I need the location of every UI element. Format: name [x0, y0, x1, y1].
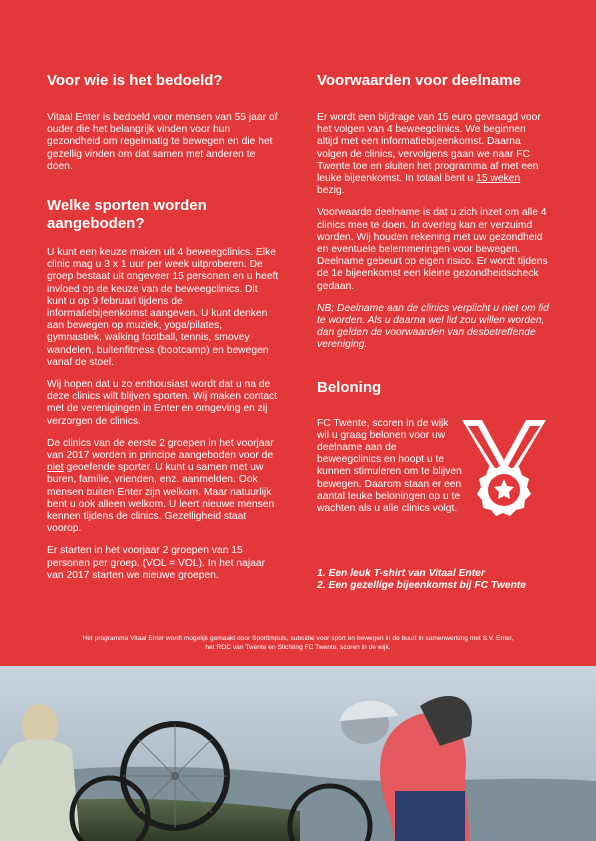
footer-line-1: Het programma Vitaal Enter wordt mogelijk gemaakt door Sportimpuls, subsidie voor sport en bewegen in de buurt in samenwerking met S.V. Enter,: [82, 635, 514, 642]
medal-icon: [454, 416, 554, 526]
cyclists-photo: [0, 666, 596, 841]
paragraph-voorwaarde: Voorwaarde deelname is dat u zich inzet om alle 4 clinics mee te doen. In overleg kan er verzuimd worden. Wij houden rekening met uw gezondheid en eventuele belemmeringen voor bewegen. Deelname gebeurt op eigen risico. Er wordt tijdens de 1e bijeenkomst een kleine gezondheidscheck gedaan.: [317, 207, 548, 292]
footer-line-2: het ROC van Twente en Stichting FC Twente, scoren in de wijk.: [205, 644, 391, 651]
footer-credits: [30, 634, 566, 652]
paragraph-enthousiast: Wij hopen dat u zo enthousiast wordt dat u na de deze clinics wilt blijven sporten. Wij maken contact met de verenigingen in Enter en omgeving en zij verzorgen de clinics.: [47, 379, 278, 427]
heading-voor-wie: Voor wie is het bedoeld?: [47, 72, 223, 89]
text-segment: De clinics van de eerste 2 groepen in het voorjaar van 2017 worden in principe aangeboden voor de: [47, 437, 274, 462]
text-segment: geoefende sporter. U kunt u samen met uw buren, familie, vrienden, enz. aanmelden. Ook mensen buiten Enter zijn welkom. Maar natuurlijk bent u ook alleen welkom. U leert nieuwe mensen kennen tijdens de clinics. Gezelligheid staat voorop.: [47, 462, 275, 535]
paragraph-keuze: U kunt een keuze maken uit 4 beweegclinics. Elke clinic mag u 3 x 1 uur per week uitproberen. De groep bestaat uit ongeveer 15 personen en u heeft invloed op de keuze van de beweegclinics. Dit kunt u op 9 februari tijdens de informatiebijeenkomst aangeven. U kunt denken aan bewegen op muziek, yoga/pilates, gymnastiek, walking football, tennis, smovey wandelen, buitenfitness (bootcamp) en bewegen vanaf de stoel.: [47, 247, 279, 368]
heading-beloning: Beloning: [317, 378, 382, 396]
reward-item-1: 1. Een leuk T-shirt van Vitaal Enter: [317, 567, 485, 579]
underlined-word: niet: [47, 462, 64, 474]
paragraph-nb: NB; Deelname aan de clinics verplicht u niet om lid te worden. Als u daarna wel lid zou willen worden, dan gelden de voorwaarden van desbetreffende vereniging.: [317, 302, 549, 351]
heading-voorwaarden: Voorwaarden voor deelname: [317, 72, 521, 89]
reward-block: [317, 418, 549, 568]
heading-welke-sporten: Welke sporten worden aangeboden?: [47, 197, 207, 233]
photo-illustration: [0, 666, 596, 841]
paragraph-eerste-groepen: [47, 438, 279, 536]
paragraph-bijdrage: [317, 112, 549, 197]
underlined-phrase: 15 weken: [476, 173, 521, 185]
text-segment: bezig.: [317, 185, 345, 197]
left-column: [47, 72, 279, 582]
right-column: [317, 72, 549, 592]
reward-item-2: 2. Een gezellige bijeenkomst bij FC Twente: [317, 579, 527, 591]
paragraph-beloning: FC Twente, scoren in de wijk wil u graag belonen voor uw deelname aan de beweegclinics en hoopt u te kunnen stimuleren om te blijven bewegen. Daarom staan er een aantal leuke beloningen op u te wachten als u alle clinics volgt.: [317, 417, 462, 515]
text-segment: Er wordt een bijdrage van 15 euro gevraagd voor het volgen van 4 beweegclinics. We beginnen altijd met een informatiebijeenkomst. Daarna volgen de clinics, vervolgens gaan we naar FC Twente toe en sluiten het programma af met een leuke bijeenkomst. In totaal bent u: [317, 112, 541, 185]
paragraph-groepen: Er starten in het voorjaar 2 groepen van 15 personen per groep. (VOL = VOL). In het najaar van 2017 starten we nieuwe groepen.: [47, 545, 265, 581]
paragraph-voor-wie: Vitaal Enter is bedoeld voor mensen van 55 jaar of ouder die het belangrijk vinden voor hun gezondheid om regelmatig te bewegen en die het gezellig vinden om dat samen met anderen te doen.: [47, 112, 278, 172]
